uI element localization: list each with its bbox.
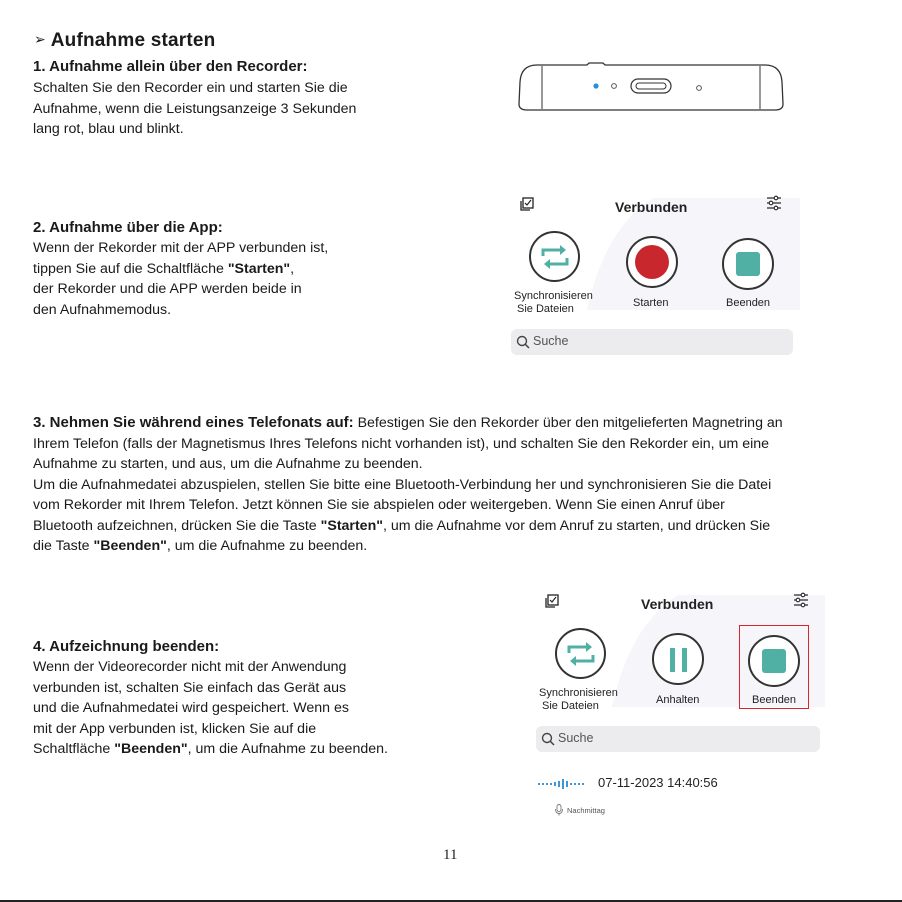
audio-waveform-icon [536,777,596,791]
step2-line: den Aufnahmemodus. [33,301,172,318]
stop-label: Beenden [726,297,771,309]
step2-line: Wenn der Rekorder mit der APP verbunden ist, [33,240,329,256]
sync-files-button[interactable] [555,628,606,679]
search-input[interactable] [511,329,793,355]
step3-line: Bluetooth aufzeichnen, drücken Sie die Taste "Starten", um die Aufnahme vor dem Anruf zu starten, und drücken Sie [33,517,771,534]
step3-title: 3. Nehmen Sie während eines Telefonats auf: [33,414,354,431]
recording-list-item[interactable] [536,775,806,797]
step2-title: 2. Aufnahme über die App: [33,219,223,236]
step4-line: und die Aufnahmedatei wird gespeichert. Wenn es [33,700,350,716]
sync-files-button[interactable] [529,231,580,282]
step4-line: mit der App verbunden ist, klicken Sie auf die [33,720,317,737]
stop-button[interactable] [722,238,774,290]
search-icon [516,335,530,349]
recording-datetime: 07-11-2023 14:40:56 [598,775,718,790]
heading-marker: ➢ [34,31,46,47]
microphone-icon [554,804,564,816]
step1-title: 1. Aufnahme allein über den Recorder: [33,58,308,75]
pause-button[interactable] [652,633,704,685]
pause-label: Anhalten [656,694,700,706]
recorder-device-illustration [515,62,787,114]
step1-line: Schalten Sie den Recorder ein und starten Sie die [33,80,348,96]
app-screenshot-stop [530,585,825,825]
app-screenshot-start [505,188,800,360]
step4-title: 4. Aufzeichnung beenden: [33,638,220,655]
step4-line: Schaltfläche "Beenden", um die Aufnahme zu beenden. [33,741,388,757]
step1-body [33,78,356,140]
settings-sliders-icon[interactable] [793,592,809,608]
step2-line: tippen Sie auf die Schaltfläche "Starten", [33,260,295,277]
stop-label: Beenden [752,694,797,706]
led-indicator-icon [593,83,598,88]
step3-line: die Taste "Beenden", um die Aufnahme zu beenden. [33,538,368,554]
sync-files-label: Synchronisieren Sie Dateien [514,290,593,315]
stop-square-icon [736,252,760,276]
step3-line: Aufnahme zu starten, und aus, um die Aufnahme zu beenden. [33,456,423,472]
search-placeholder: Suche [558,731,594,745]
page-number: 11 [443,847,458,863]
step4-body [33,657,388,760]
record-dot-icon [635,245,669,279]
step2-body [33,238,328,320]
step3-line: Um die Aufnahmedatei abzuspielen, stellen Sie bitte eine Bluetooth-Verbindung her und synchronisieren Sie die Datei [33,476,772,493]
search-placeholder: Suche [533,334,569,348]
section-heading [34,30,215,52]
search-input[interactable] [536,726,820,752]
stop-button[interactable] [748,635,800,687]
heading-text: Aufnahme starten [50,30,216,51]
step4-line: Wenn der Videorecorder nicht mit der Anwendung [33,659,347,675]
select-list-icon[interactable] [520,196,536,212]
sync-arrows-icon [540,243,570,271]
step4-line: verbunden ist, schalten Sie einfach das Gerät aus [33,679,347,696]
start-record-button[interactable] [626,236,678,288]
start-label: Starten [633,297,669,309]
usb-c-port-icon [631,79,671,93]
sync-arrows-icon [566,640,596,668]
recording-subtitle: Nachmittag [567,806,605,815]
select-list-icon[interactable] [545,593,561,609]
step1-line: lang rot, blau und blinkt. [33,121,184,137]
step3-line: Ihrem Telefon (falls der Magnetismus Ihres Telefons nicht vorhanden ist), und schalten Sie den Rekorder ein, um eine [33,435,770,452]
step2-line: der Rekorder und die APP werden beide in [33,281,302,297]
pause-icon [668,647,690,673]
sync-files-label: Synchronisieren Sie Dateien [539,687,618,712]
settings-sliders-icon[interactable] [766,195,782,211]
step3-line: vom Rekorder mit Ihrem Telefon. Jetzt können Sie sie abspielen oder weitergeben. Wenn Sie einen Anruf über [33,497,725,513]
stop-square-icon [762,649,786,673]
connection-status-title: Verbunden [641,596,714,612]
step3-paragraph [33,413,893,557]
step1-line: Aufnahme, wenn die Leistungsanzeige 3 Sekunden [33,100,357,117]
step3-line: 3. Nehmen Sie während eines Telefonats auf: Befestigen Sie den Rekorder über den mitgelieferten Magnetring an [33,414,783,431]
connection-status-title: Verbunden [615,199,688,215]
search-icon [541,732,555,746]
